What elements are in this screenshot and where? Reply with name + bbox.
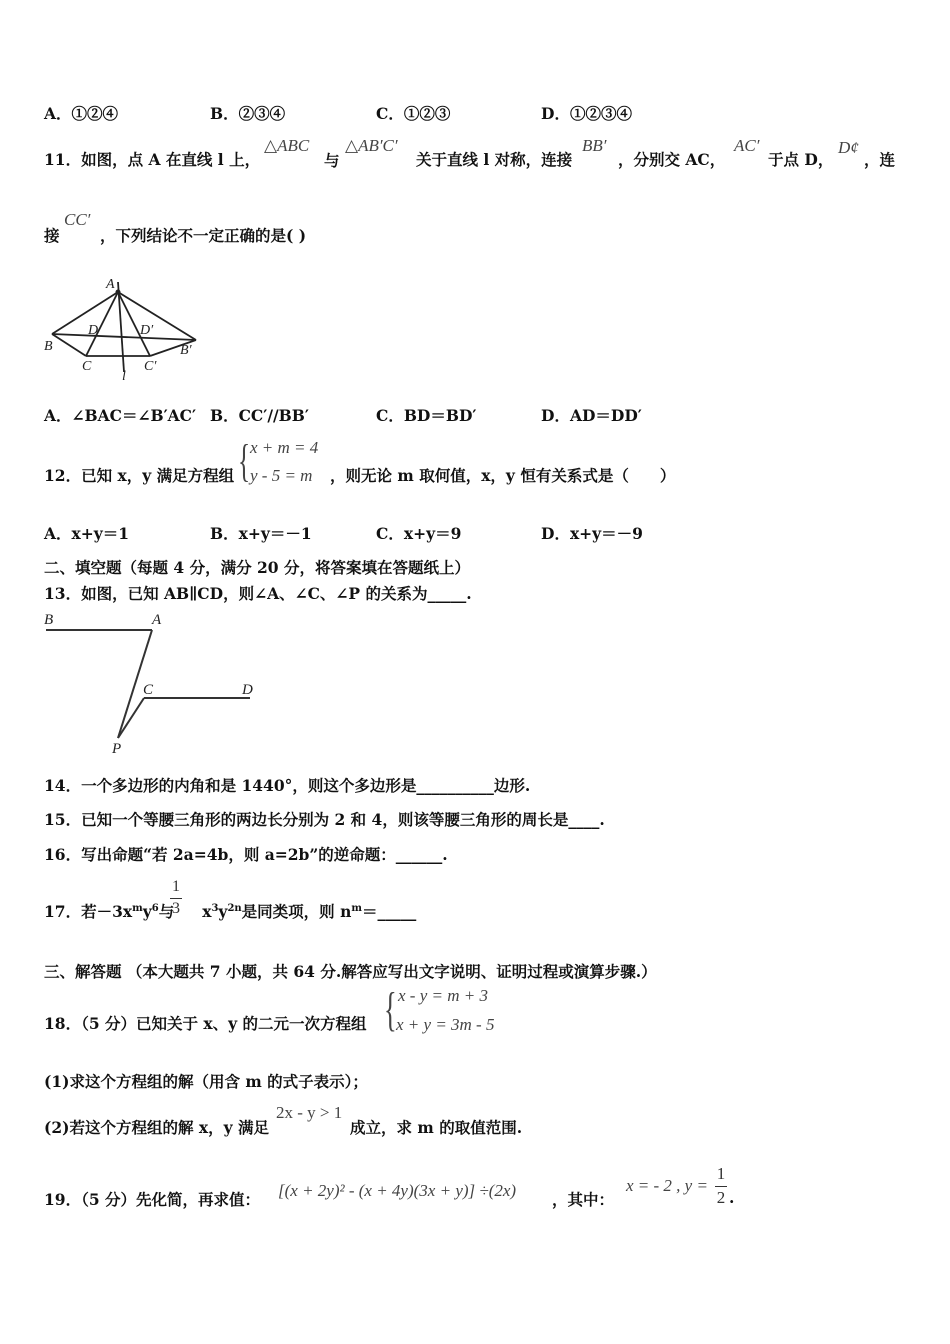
q18-eq1: x - y = m + 3 xyxy=(398,986,488,1005)
section2-heading: 二、填空题（每题 4 分，满分 20 分，将答案填在答题纸上） xyxy=(44,558,470,577)
q11-question: ，下列结论不一定正确的是( ) xyxy=(100,226,307,245)
q12-text-pre: 12．已知 x，y 满足方程组 xyxy=(44,466,235,485)
q10-option-c: C．①②③ xyxy=(376,104,451,123)
q18-text-pre: 18．（5 分）已知关于 x、y 的二元一次方程组 xyxy=(44,1014,367,1033)
q12-text-post: ，则无论 m 取何值，x，y 恒有关系式是（ ） xyxy=(330,466,676,485)
q11-label-dp: D′ xyxy=(140,323,154,338)
q19-frac-den: 2 xyxy=(716,1188,726,1207)
q17-frac-den: 3 xyxy=(172,900,180,917)
q16-text: 16．写出命题“若 2a=4b，则 a=2b”的逆命题：______. xyxy=(44,845,448,864)
q15-text: 15．已知一个等腰三角形的两边长分别为 2 和 4，则该等腰三角形的周长是____. xyxy=(44,810,605,829)
q11-label-l: l xyxy=(122,369,126,384)
q17-frac-bar xyxy=(170,898,182,899)
q11-math-bbp: BB′ xyxy=(582,136,607,155)
q11-text-5: 于点 D， xyxy=(768,150,834,169)
q18-brace: { xyxy=(384,983,397,1036)
q19-expression: [(x + 2y)² - (x + 4y)(3x + y)] ÷(2x) xyxy=(278,1181,517,1200)
q11-text-1: 11．如图，点 A 在直线 l 上， xyxy=(44,150,261,169)
q19-frac-num: 1 xyxy=(716,1164,726,1183)
q13-figure xyxy=(40,608,270,758)
q11-label-c: C xyxy=(82,359,92,374)
q18-eq2: x + y = 3m - 5 xyxy=(396,1015,495,1034)
q19-values: x = - 2 , y = xyxy=(626,1176,708,1195)
q12-eq2: y - 5 = m xyxy=(250,466,313,485)
q14-text: 14．一个多边形的内角和是 1440°，则这个多边形是__________边形. xyxy=(44,776,531,795)
q11-label-cp: C′ xyxy=(144,359,157,374)
q13-label-b: B xyxy=(44,612,54,628)
q10-option-b: B．②③④ xyxy=(210,104,286,123)
q11-label-d: D xyxy=(88,323,99,338)
section3-heading: 三、解答题 （本大题共 7 小题，共 64 分.解答应写出文字说明、证明过程或演算步骤.） xyxy=(44,962,657,981)
q11-label-a: A xyxy=(106,277,115,292)
q11-label-bp: B′ xyxy=(180,343,192,358)
q19-text-mid: ，其中： xyxy=(552,1190,615,1209)
q11-figure xyxy=(40,272,210,384)
q13-label-d: D xyxy=(242,682,253,698)
q18-inequality: 2x - y > 1 xyxy=(276,1103,343,1122)
q11-math-abpcp: △AB′C′ xyxy=(345,136,398,155)
q18-part2-pre: (2)若这个方程组的解 x，y 满足 xyxy=(44,1118,269,1137)
q11-option-d: D．AD＝DD′ xyxy=(541,406,642,425)
q12-brace: { xyxy=(238,435,251,486)
q17-text: 17．若$-3x^my^6$与 $x^3y^{2n}$是同类项，则 $n^m=\_\_\_\_\_$ xyxy=(44,902,417,921)
q11-text-2: 与 xyxy=(324,151,340,170)
q11-option-c: C．BD＝BD′ xyxy=(376,406,477,425)
q11-text-3: 关于直线 l 对称，连接 xyxy=(416,150,573,169)
q11-math-ccp: CC′ xyxy=(64,210,91,229)
q11-math-abc: △ABC xyxy=(264,136,310,155)
q11-text-6: ，连 xyxy=(864,150,896,169)
q11-option-b: B．CC′//BB′ xyxy=(210,406,309,425)
q18-part1: (1)求这个方程组的解（用含 m 的式子表示）； xyxy=(44,1072,368,1091)
q11-text-4: ，分别交 AC， xyxy=(618,150,726,169)
q12-option-b: B．x+y＝－1 xyxy=(210,524,312,543)
q13-label-c: C xyxy=(143,682,154,698)
q19-text-pre: 19．（5 分）先化简，再求值： xyxy=(44,1190,261,1209)
q11-math-acp: AC′ xyxy=(734,136,760,155)
q13-text: 13．如图，已知 AB∥CD，则∠A、∠C、∠P 的关系为_____. xyxy=(44,584,472,603)
q17-frac-num: 1 xyxy=(172,878,180,895)
q12-eq1: x + m = 4 xyxy=(250,438,319,457)
q11-label-b: B xyxy=(44,339,53,354)
q19-frac-bar xyxy=(715,1186,727,1187)
q13-label-p: P xyxy=(112,741,122,757)
q11-math-dp: D¢ xyxy=(838,138,859,157)
q10-option-d: D．①②③④ xyxy=(541,104,632,123)
q13-label-a: A xyxy=(152,612,162,628)
q12-option-a: A．x+y＝1 xyxy=(44,524,130,543)
q12-option-d: D．x+y＝－9 xyxy=(541,524,643,543)
q11-option-a: A．∠BAC＝∠B′AC′ xyxy=(44,406,197,425)
q18-part2-post: 成立，求 m 的取值范围. xyxy=(350,1118,523,1137)
q11-text-7: 接 xyxy=(44,226,60,245)
q10-option-a: A．①②④ xyxy=(44,104,119,123)
q19-end: . xyxy=(729,1188,735,1207)
q12-option-c: C．x+y＝9 xyxy=(376,524,462,543)
